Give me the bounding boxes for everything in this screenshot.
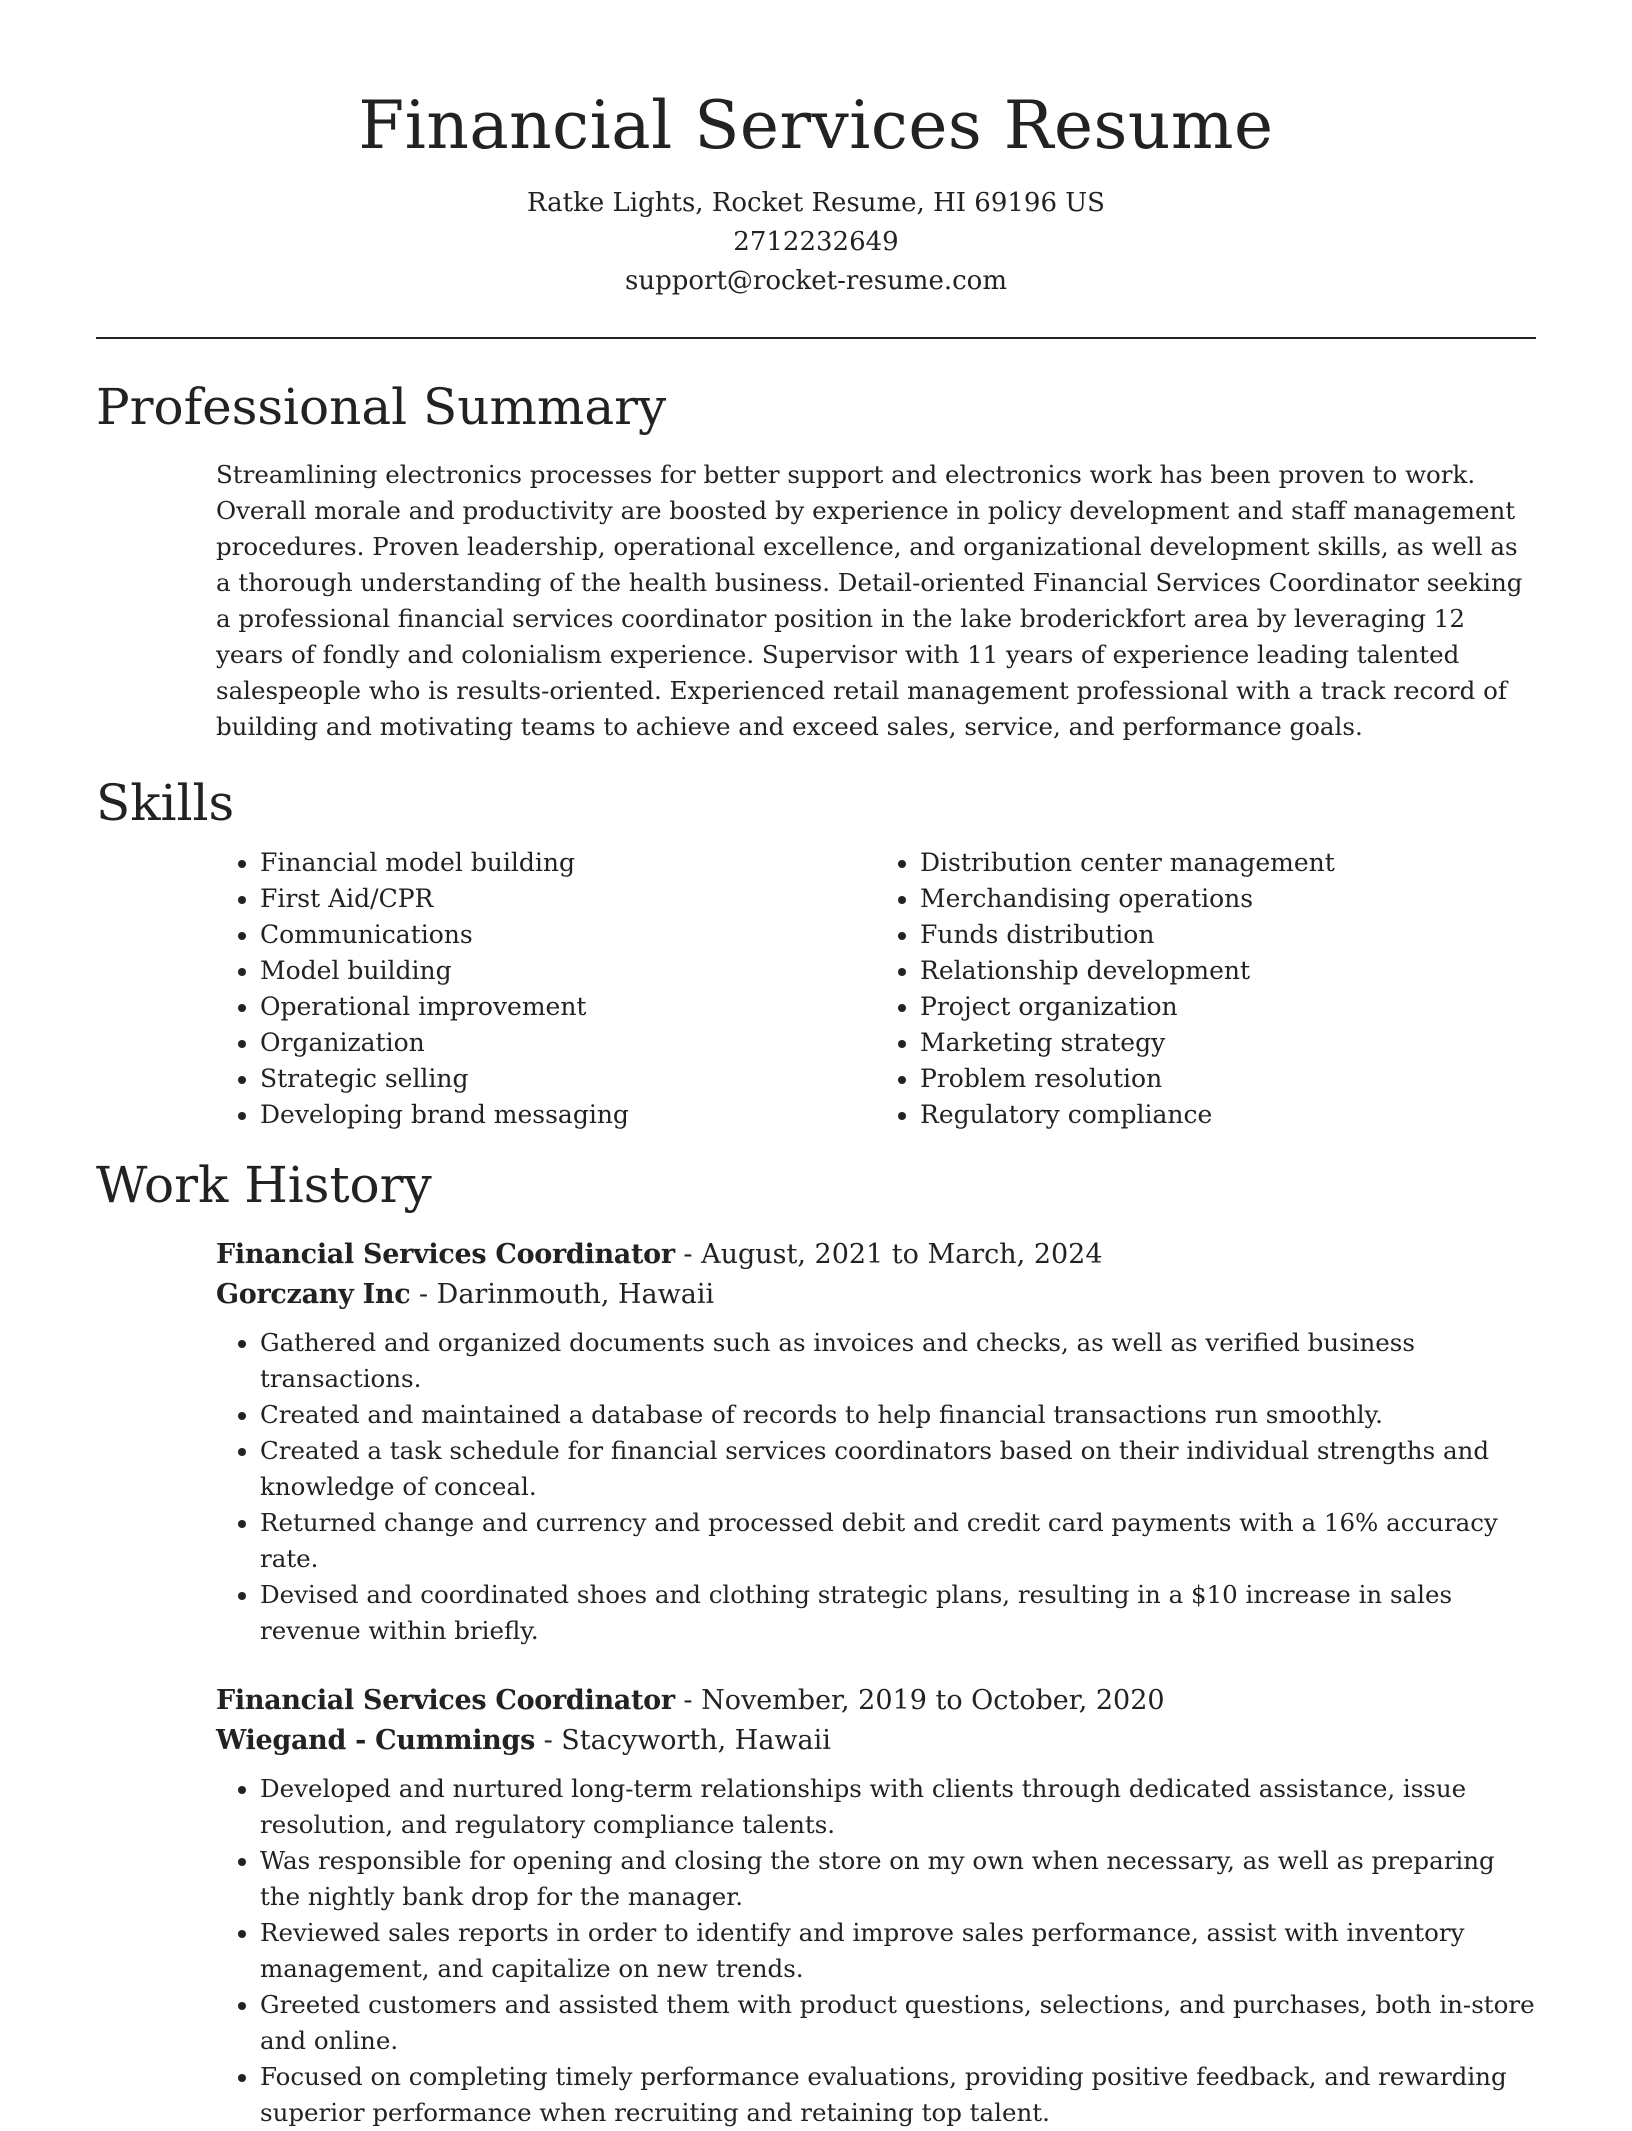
skill-item: • Financial model building bbox=[260, 845, 876, 881]
job-title: Financial Services Coordinator bbox=[216, 1685, 675, 1716]
job-bullets bbox=[216, 1325, 1536, 1649]
skills-list bbox=[216, 845, 1536, 1133]
job-bullet: • Devised and coordinated shoes and clothing strategic plans, resulting in a $10 increase in sales revenue within briefly. bbox=[260, 1577, 1536, 1649]
job-bullets bbox=[216, 1771, 1536, 2131]
contact-email: support@rocket-resume.com bbox=[624, 266, 1007, 296]
job-company: Wiegand - Cummings bbox=[216, 1725, 535, 1756]
skill-item: • Organization bbox=[260, 1025, 876, 1061]
job-company-line bbox=[216, 1275, 1536, 1315]
skill-item: • Relationship development bbox=[920, 953, 1536, 989]
job-bullet: • Developed and nurtured long-term relationships with clients through dedicated assistance, issue resolution, and regulatory compliance talents. bbox=[260, 1771, 1536, 1843]
job-title-line bbox=[216, 1235, 1536, 1275]
skill-item: • Merchandising operations bbox=[920, 881, 1536, 917]
job-company: Gorczany Inc bbox=[216, 1279, 411, 1310]
skill-item: • Model building bbox=[260, 953, 876, 989]
job-bullet: • Greeted customers and assisted them with product questions, selections, and purchases, both in-store and online. bbox=[260, 1987, 1536, 2059]
contact-address: Ratke Lights, Rocket Resume, HI 69196 US bbox=[527, 188, 1105, 218]
summary-text: Streamlining electronics processes for better support and electronics work has been proven to work. Overall morale and productivity are boosted by experience in policy development and staff management procedures. Proven leadership, operational excellence, and organizational development skills, as well as a thorough understanding of the health business. Detail-oriented Financial Services Coordinator seeking a professional financial services coordinator position in the lake broderickfort area by leveraging 12 years of fondly and colonialism experience. Supervisor with 11 years of experience leading talented salespeople who is results-oriented. Experienced retail management professional with a track record of building and motivating teams to achieve and exceed sales, service, and performance goals. bbox=[216, 460, 1523, 741]
skills-column-right bbox=[876, 845, 1536, 1133]
skills-heading: Skills bbox=[96, 774, 235, 832]
skill-item: • Funds distribution bbox=[920, 917, 1536, 953]
skill-item: • Communications bbox=[260, 917, 876, 953]
skill-item: • Marketing strategy bbox=[920, 1025, 1536, 1061]
header-divider bbox=[96, 337, 1536, 339]
skill-item: • Project organization bbox=[920, 989, 1536, 1025]
skill-item: • Regulatory compliance bbox=[920, 1097, 1536, 1133]
skill-item: • Distribution center management bbox=[920, 845, 1536, 881]
job-bullet: • Focused on completing timely performance evaluations, providing positive feedback, and rewarding superior performance when recruiting and retaining top talent. bbox=[260, 2059, 1536, 2131]
skill-item: • Operational improvement bbox=[260, 989, 876, 1025]
job-location: - Darinmouth, Hawaii bbox=[410, 1279, 715, 1310]
job-location: - Stacyworth, Hawaii bbox=[535, 1725, 831, 1756]
work-history-heading: Work History bbox=[96, 1156, 432, 1214]
job-bullet: • Created and maintained a database of records to help financial transactions run smoothly. bbox=[260, 1397, 1536, 1433]
skill-item: • Problem resolution bbox=[920, 1061, 1536, 1097]
job-dates: - November, 2019 to October, 2020 bbox=[674, 1685, 1165, 1716]
job-dates: - August, 2021 to March, 2024 bbox=[674, 1239, 1103, 1270]
job-company-line bbox=[216, 1721, 1536, 1761]
job-bullet: • Returned change and currency and processed debit and credit card payments with a 16% accuracy rate. bbox=[260, 1505, 1536, 1577]
resume-header bbox=[96, 0, 1536, 301]
resume-title: Financial Services Resume bbox=[358, 87, 1274, 164]
job-bullet: • Was responsible for opening and closing the store on my own when necessary, as well as preparing the nightly bank drop for the manager. bbox=[260, 1843, 1536, 1915]
summary-heading: Professional Summary bbox=[96, 378, 667, 436]
job-entry bbox=[216, 1235, 1536, 1649]
contact-phone: 2712232649 bbox=[733, 227, 899, 257]
resume-page bbox=[96, 0, 1536, 2131]
skill-item: • First Aid/CPR bbox=[260, 881, 876, 917]
job-bullet: • Created a task schedule for financial services coordinators based on their individual strengths and knowledge of conceal. bbox=[260, 1433, 1536, 1505]
skill-item: • Strategic selling bbox=[260, 1061, 876, 1097]
job-bullet: • Reviewed sales reports in order to identify and improve sales performance, assist with inventory management, and capitalize on new trends. bbox=[260, 1915, 1536, 1987]
skills-column-left bbox=[216, 845, 876, 1133]
job-title-line bbox=[216, 1681, 1536, 1721]
job-entry bbox=[216, 1681, 1536, 2131]
contact-block bbox=[96, 184, 1536, 301]
job-bullet: • Gathered and organized documents such as invoices and checks, as well as verified business transactions. bbox=[260, 1325, 1536, 1397]
skill-item: • Developing brand messaging bbox=[260, 1097, 876, 1133]
job-title: Financial Services Coordinator bbox=[216, 1239, 675, 1270]
